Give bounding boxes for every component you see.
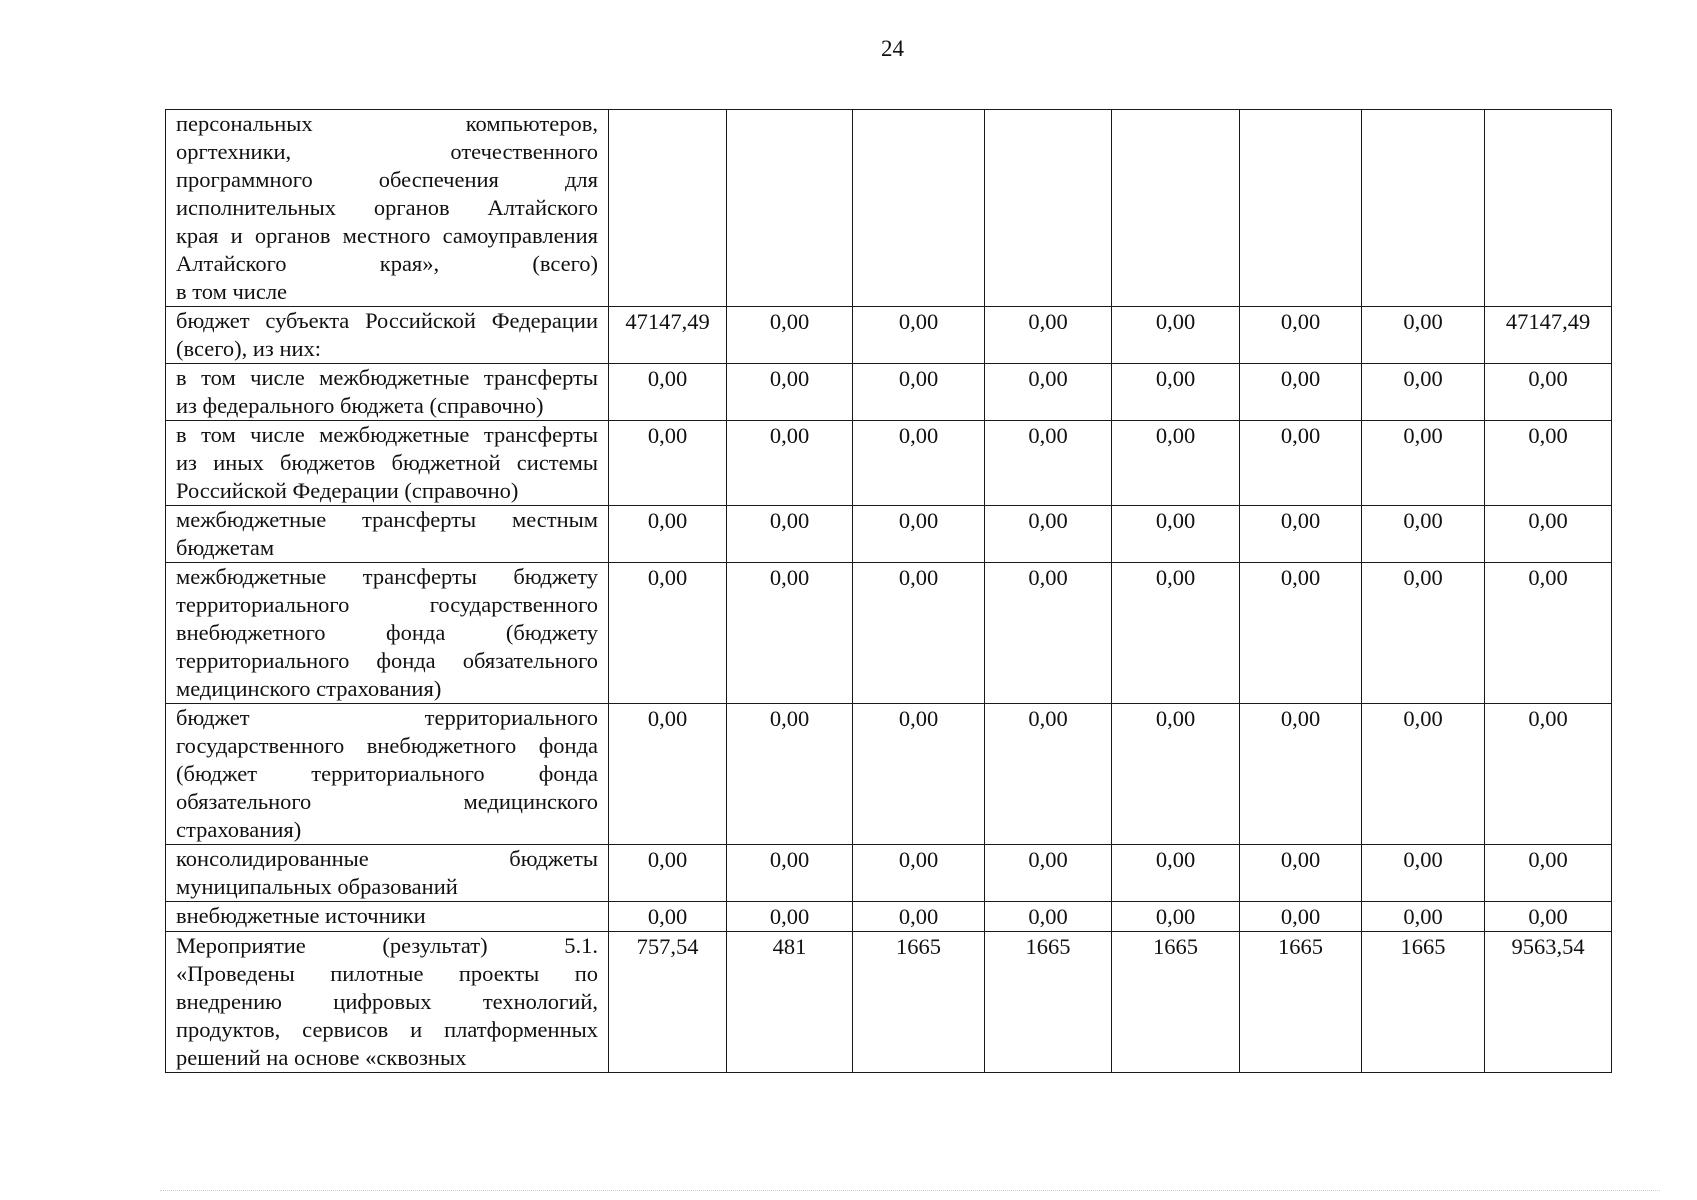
row-label [166, 307, 609, 364]
row-label-line: края и органов местного самоуправления [176, 223, 598, 248]
value-cell [985, 110, 1112, 307]
value-cell: 0,00 [1485, 845, 1612, 902]
value-cell: 0,00 [1112, 563, 1240, 704]
row-label-line: Российской Федерации (справочно) [176, 478, 519, 503]
table-row [166, 364, 1612, 421]
value-cell: 0,00 [1485, 563, 1612, 704]
row-label [166, 506, 609, 563]
value-cell: 0,00 [1362, 364, 1485, 421]
value-cell: 0,00 [985, 704, 1112, 845]
value-cell: 0,00 [985, 307, 1112, 364]
row-label-line: бюджет субъекта Российской Федерации [176, 308, 598, 333]
row-label-line: (бюджет территориального фонда [176, 761, 598, 786]
value-cell: 0,00 [985, 563, 1112, 704]
row-label-line: бюджет территориального [176, 705, 598, 730]
value-cell: 0,00 [853, 704, 985, 845]
row-label-line: программного обеспечения для [176, 167, 598, 192]
value-cell: 0,00 [1112, 364, 1240, 421]
value-cell: 0,00 [1240, 307, 1362, 364]
value-cell: 9563,54 [1485, 932, 1612, 1073]
value-cell: 0,00 [1240, 563, 1362, 704]
value-cell: 47147,49 [609, 307, 727, 364]
row-label-line: внебюджетные источники [176, 903, 426, 928]
value-cell: 0,00 [727, 704, 853, 845]
value-cell [609, 110, 727, 307]
value-cell: 0,00 [609, 506, 727, 563]
value-cell: 0,00 [853, 364, 985, 421]
row-label-line: внедрению цифровых технологий, [176, 989, 598, 1014]
value-cell: 0,00 [1240, 421, 1362, 506]
table-row [166, 704, 1612, 845]
value-cell: 0,00 [1362, 506, 1485, 563]
row-label [166, 932, 609, 1073]
row-label-line: продуктов, сервисов и платформенных [176, 1017, 598, 1042]
row-label-line: в том числе межбюджетные трансферты [176, 422, 598, 447]
value-cell: 0,00 [1240, 506, 1362, 563]
row-label [166, 563, 609, 704]
value-cell: 1665 [1362, 932, 1485, 1073]
value-cell: 0,00 [727, 421, 853, 506]
value-cell: 0,00 [1362, 845, 1485, 902]
table-row [166, 563, 1612, 704]
value-cell: 1665 [853, 932, 985, 1073]
row-label-line: межбюджетные трансферты бюджету [176, 564, 598, 589]
value-cell [1112, 110, 1240, 307]
value-cell: 0,00 [609, 845, 727, 902]
row-label-line: территориального фонда обязательного [176, 648, 598, 673]
value-cell: 0,00 [727, 364, 853, 421]
row-label-line: оргтехники, отечественного [176, 139, 598, 164]
row-label-line: медицинского страхования) [176, 676, 442, 701]
value-cell: 0,00 [1112, 421, 1240, 506]
value-cell: 757,54 [609, 932, 727, 1073]
row-label-line: межбюджетные трансферты местным [176, 507, 598, 532]
value-cell: 47147,49 [1485, 307, 1612, 364]
value-cell: 1665 [985, 932, 1112, 1073]
value-cell: 1665 [1240, 932, 1362, 1073]
value-cell [1240, 110, 1362, 307]
value-cell: 0,00 [985, 845, 1112, 902]
value-cell: 0,00 [609, 421, 727, 506]
value-cell [853, 110, 985, 307]
row-label [166, 421, 609, 506]
value-cell: 0,00 [1362, 902, 1485, 932]
row-label-line: из федерального бюджета (справочно) [176, 393, 544, 418]
value-cell: 0,00 [1485, 364, 1612, 421]
value-cell: 0,00 [1240, 364, 1362, 421]
table-row [166, 845, 1612, 902]
value-cell: 0,00 [853, 902, 985, 932]
value-cell: 0,00 [853, 421, 985, 506]
value-cell: 1665 [1112, 932, 1240, 1073]
row-label-line: из иных бюджетов бюджетной системы [176, 450, 598, 475]
value-cell: 0,00 [1362, 307, 1485, 364]
row-label-line: бюджетам [176, 535, 275, 560]
value-cell: 0,00 [609, 902, 727, 932]
value-cell: 0,00 [1112, 704, 1240, 845]
value-cell: 0,00 [985, 421, 1112, 506]
value-cell: 0,00 [1485, 506, 1612, 563]
value-cell: 0,00 [1112, 307, 1240, 364]
budget-table [165, 109, 1612, 1073]
value-cell: 0,00 [609, 563, 727, 704]
table-row [166, 902, 1612, 932]
row-label-line: консолидированные бюджеты [176, 846, 598, 871]
value-cell: 481 [727, 932, 853, 1073]
value-cell [1362, 110, 1485, 307]
value-cell: 0,00 [985, 364, 1112, 421]
row-label-line: Мероприятие (результат) 5.1. [176, 933, 598, 958]
row-label [166, 902, 609, 932]
value-cell: 0,00 [1240, 704, 1362, 845]
value-cell: 0,00 [727, 845, 853, 902]
row-label-line: обязательного медицинского [176, 789, 598, 814]
row-label-line: внебюджетного фонда (бюджету [176, 620, 598, 645]
row-label [166, 704, 609, 845]
row-label-line: в том числе межбюджетные трансферты [176, 365, 598, 390]
row-label-line: решений на основе «сквозных [176, 1045, 467, 1070]
row-label-line: персональных компьютеров, [176, 111, 598, 136]
value-cell: 0,00 [853, 563, 985, 704]
value-cell: 0,00 [609, 704, 727, 845]
value-cell: 0,00 [1240, 845, 1362, 902]
row-label-line: муниципальных образований [176, 874, 458, 899]
row-label-line: страхования) [176, 817, 302, 842]
value-cell: 0,00 [1362, 704, 1485, 845]
value-cell: 0,00 [985, 506, 1112, 563]
value-cell: 0,00 [1112, 902, 1240, 932]
table-row [166, 307, 1612, 364]
row-label-line: Алтайского края», (всего) [176, 251, 598, 276]
row-label [166, 364, 609, 421]
row-label-line: исполнительных органов Алтайского [176, 195, 598, 220]
value-cell: 0,00 [853, 307, 985, 364]
value-cell: 0,00 [853, 845, 985, 902]
value-cell: 0,00 [1112, 506, 1240, 563]
value-cell: 0,00 [1485, 421, 1612, 506]
row-label-line: в том числе [176, 279, 288, 304]
value-cell: 0,00 [985, 902, 1112, 932]
value-cell: 0,00 [727, 307, 853, 364]
row-label [166, 110, 609, 307]
value-cell: 0,00 [727, 902, 853, 932]
value-cell: 0,00 [1112, 845, 1240, 902]
value-cell: 0,00 [1362, 421, 1485, 506]
table-row [166, 110, 1612, 307]
scan-artifact-line [160, 1190, 1660, 1192]
value-cell: 0,00 [1240, 902, 1362, 932]
row-label-line: «Проведены пилотные проекты по [176, 961, 598, 986]
value-cell [1485, 110, 1612, 307]
table-row [166, 932, 1612, 1073]
value-cell: 0,00 [1485, 902, 1612, 932]
value-cell: 0,00 [853, 506, 985, 563]
value-cell: 0,00 [727, 563, 853, 704]
value-cell [727, 110, 853, 307]
row-label [166, 845, 609, 902]
row-label-line: (всего), из них: [176, 336, 322, 361]
page-number: 24 [881, 36, 904, 61]
row-label-line: территориального государственного [176, 592, 598, 617]
value-cell: 0,00 [1362, 563, 1485, 704]
table-row [166, 421, 1612, 506]
value-cell: 0,00 [609, 364, 727, 421]
value-cell: 0,00 [727, 506, 853, 563]
value-cell: 0,00 [1485, 704, 1612, 845]
table-row [166, 506, 1612, 563]
row-label-line: государственного внебюджетного фонда [176, 733, 598, 758]
